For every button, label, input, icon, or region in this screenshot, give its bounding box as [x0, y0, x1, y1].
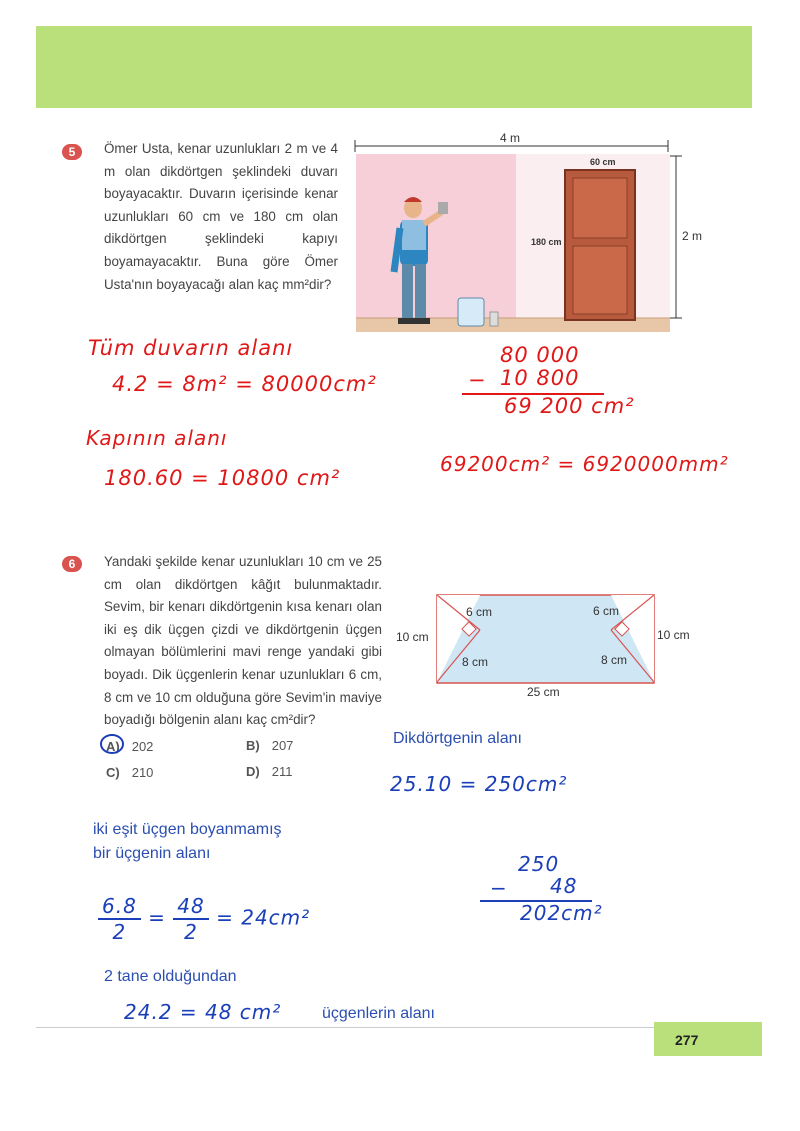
fig-top-right-leg: 6 cm [593, 604, 620, 618]
frac1-numerator: 6.8 [98, 894, 141, 920]
door-height-label: 180 cm [531, 237, 562, 247]
figure-height-label: 2 m [682, 229, 703, 243]
rect-area-title: Dikdörtgenin alanı [393, 730, 522, 747]
fig-top-left-leg: 6 cm [466, 605, 493, 619]
option-d-letter: D) [246, 764, 260, 779]
frac-equals: = [148, 905, 166, 930]
triangle-note-line-1: iki eşit üçgen boyanmamış [93, 821, 282, 838]
fig-bottom-side: 25 cm [527, 685, 560, 699]
subtraction-result: 69 200 cm² [504, 394, 635, 418]
q6-sub-bottom: 48 [550, 874, 578, 898]
header-banner [36, 26, 752, 108]
option-d-value: 211 [271, 764, 293, 779]
fig-left-side: 10 cm [396, 630, 429, 644]
answer-circle-mark [98, 732, 128, 756]
frac2-numerator: 48 [173, 894, 208, 920]
fig-bottom-left-leg: 8 cm [462, 655, 489, 669]
question-6-text: Yandaki şekilde kenar uzunlukları 10 cm ve 25 cm olan dikdörtgen kâğıt bulunmaktadır. Sevim, bir kenarı dikdörtgenin kısa kenarı olan iki eş dik üçgen çizdi ve dikdörtgenin üçgen olmayan bölümlerini mavi renge yandaki gibi boyadı. Dik üçgenlerin kenar uzunlukları 6 cm, 8 cm ve 10 cm olduğuna göre Sevim'in maviye boyadığı bölgenin alanı kaç cm²dir? [104, 554, 382, 728]
q6-sub-top: 250 [518, 852, 560, 876]
q6-sub-result: 202cm² [520, 901, 603, 925]
frac1-denominator: 2 [112, 920, 127, 944]
option-a-letter: A) [106, 739, 120, 754]
wall-area-title: Tüm duvarın alanı [88, 336, 294, 360]
wall-door-figure [350, 128, 730, 338]
question-6-number: 6 [62, 556, 82, 572]
option-a-value: 202 [131, 739, 154, 754]
fig-bottom-right-leg: 8 cm [601, 653, 628, 667]
paint-bucket [458, 298, 484, 326]
two-triangles-calc: 24.2 = 48 cm² [124, 1000, 282, 1024]
rect-area-calc: 25.10 = 250cm² [390, 772, 568, 796]
door-area-title: Kapının alanı [86, 426, 228, 450]
option-c-value: 210 [131, 765, 154, 780]
option-b[interactable] [246, 738, 293, 753]
page-number: 277 [675, 1032, 699, 1048]
unit-conversion: 69200cm² = 6920000mm² [440, 452, 729, 476]
triangle-note-line-2: bir üçgenin alanı [93, 845, 211, 862]
two-triangles-note: 2 tane olduğundan [104, 968, 237, 985]
question-5-text: Ömer Usta, kenar uzunlukları 2 m ve 4 m olan dikdörtgen şeklindeki duvarı boyayacaktır. Duvarın içerisinde kenar uzunlukları 60 cm ve 180 cm olan dikdörtgen şeklindeki kapıyı boyamayacaktır. Buna göre Ömer Usta'nın boyayacağı alan kaç mm²dir? [104, 141, 338, 292]
subtraction-minus: − [468, 368, 487, 392]
subtraction-top: 80 000 [500, 343, 580, 367]
triangle-area-result: = 24cm² [216, 905, 311, 930]
option-d[interactable] [246, 764, 292, 779]
page-number-box [654, 1022, 762, 1056]
door-width-label: 60 cm [590, 157, 616, 167]
question-5-number: 5 [62, 144, 82, 160]
option-b-value: 207 [271, 738, 294, 753]
option-c[interactable] [106, 765, 153, 780]
frac2-denominator: 2 [184, 920, 198, 944]
triangle-area-calc [98, 894, 310, 944]
option-b-letter: B) [246, 738, 260, 753]
option-c-letter: C) [106, 765, 120, 780]
wall-area-calc: 4.2 = 8m² = 80000cm² [112, 372, 377, 396]
door-area-calc: 180.60 = 10800 cm² [104, 466, 341, 490]
q6-sub-minus: − [490, 876, 508, 900]
two-triangles-suffix: üçgenlerin alanı [322, 1005, 435, 1022]
footer-divider [36, 1027, 656, 1028]
subtraction-bottom: 10 800 [500, 366, 580, 390]
figure-width-label: 4 m [500, 131, 521, 145]
fig-right-side: 10 cm [657, 628, 690, 642]
